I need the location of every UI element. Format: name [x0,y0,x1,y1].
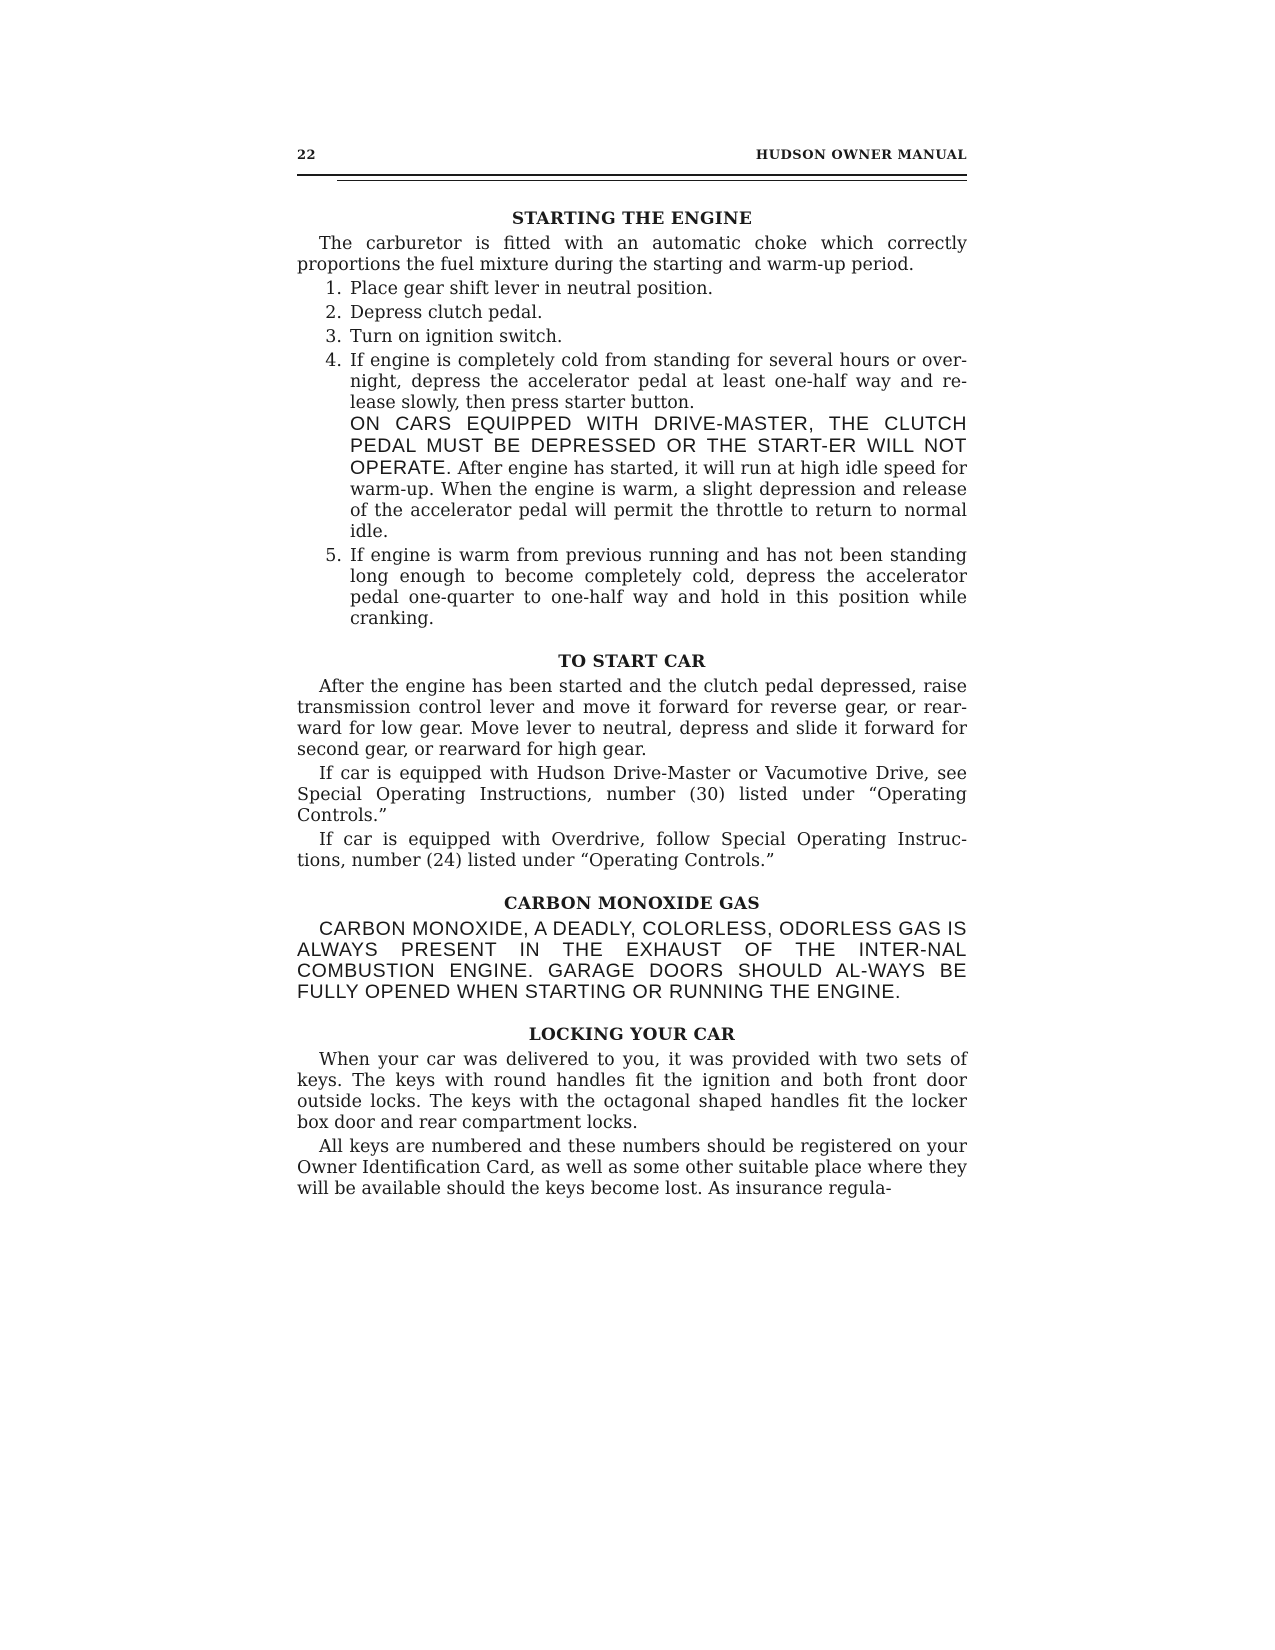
steps-list [297,279,967,630]
drive-master-warning: ON CARS EQUIPPED WITH DRIVE-MASTER, THE CLUTCH PEDAL MUST BE DEPRESSED OR THE START-ER WILL NOT OPERATE. [350,413,967,479]
step-number: 1. [325,279,342,299]
section-carbon-monoxide [297,894,967,1003]
section-heading: LOCKING YOUR CAR [528,1025,736,1045]
step-text-continued: After engine has started, it will run at high idle speed for warm-up. When the engine is warm, a slight depression and release of the accelerator pedal will permit the throttle to return to normal idle. [350,459,967,542]
step-number: 2. [325,303,342,323]
section-to-start-car [297,652,967,872]
list-item [297,303,967,324]
step-text: If engine is completely cold from standing for several hours or over-night, depress the accelerator pedal at least one-half way and re-lease slowly, then press starter button. [350,351,967,413]
section-starting-engine [297,209,967,630]
section-heading: CARBON MONOXIDE GAS [504,894,760,914]
running-title: HUDSON OWNER MANUAL [755,148,967,163]
step-text: Turn on ignition switch. [350,327,563,347]
manual-page [297,148,967,1200]
list-item [297,546,967,630]
step-text: Place gear shift lever in neutral position. [350,279,714,299]
section-locking-car [297,1025,967,1200]
running-header [297,148,967,166]
body-paragraph: When your car was delivered to you, it was provided with two sets of keys. The keys with round handles fit the ignition and both front door outside locks. The keys with the octagonal shaped handles fit the locker box door and rear compartment locks. [297,1050,967,1133]
section-heading: STARTING THE ENGINE [511,209,753,229]
list-item [297,327,967,348]
body-paragraph: If car is equipped with Hudson Drive-Master or Vacumotive Drive, see Special Operating Instructions, number (30) listed under “Operating Controls.” [297,764,967,826]
body-paragraph: If car is equipped with Overdrive, follow Special Operating Instruc-tions, number (24) listed under “Operating Controls.” [297,830,967,871]
carbon-monoxide-warning: CARBON MONOXIDE, A DEADLY, COLORLESS, ODORLESS GAS IS ALWAYS PRESENT IN THE EXHAUST OF THE INTER-NAL COMBUSTION ENGINE. GARAGE DOORS SHOULD AL-WAYS BE FULLY OPENED WHEN STARTING OR RUNNING THE ENGINE. [297,918,967,1003]
step-text: Depress clutch pedal. [350,303,543,323]
page-number: 22 [297,148,317,163]
intro-paragraph: The carburetor is fitted with an automatic choke which correctly proportions the fuel mixture during the starting and warm-up period. [297,234,967,275]
section-heading: TO START CAR [558,652,706,672]
list-item [297,279,967,300]
body-paragraph: All keys are numbered and these numbers should be registered on your Owner Identification Card, as well as some other suitable place where they will be available should the keys become lost. As insurance regula- [297,1137,967,1199]
step-number: 4. [325,351,342,371]
step-text: If engine is warm from previous running and has not been standing long enough to become completely cold, depress the accelerator pedal one-quarter to one-half way and hold in this position while cranking. [350,546,967,629]
list-item [297,351,967,543]
body-paragraph: After the engine has been started and the clutch pedal depressed, raise transmission control lever and move it forward for reverse gear, or rear-ward for low gear. Move lever to neutral, depress and slide it forward for second gear, or rearward for high gear. [297,677,967,760]
step-number: 3. [325,327,342,347]
header-rule-thick [297,174,967,176]
step-number: 5. [325,546,342,566]
